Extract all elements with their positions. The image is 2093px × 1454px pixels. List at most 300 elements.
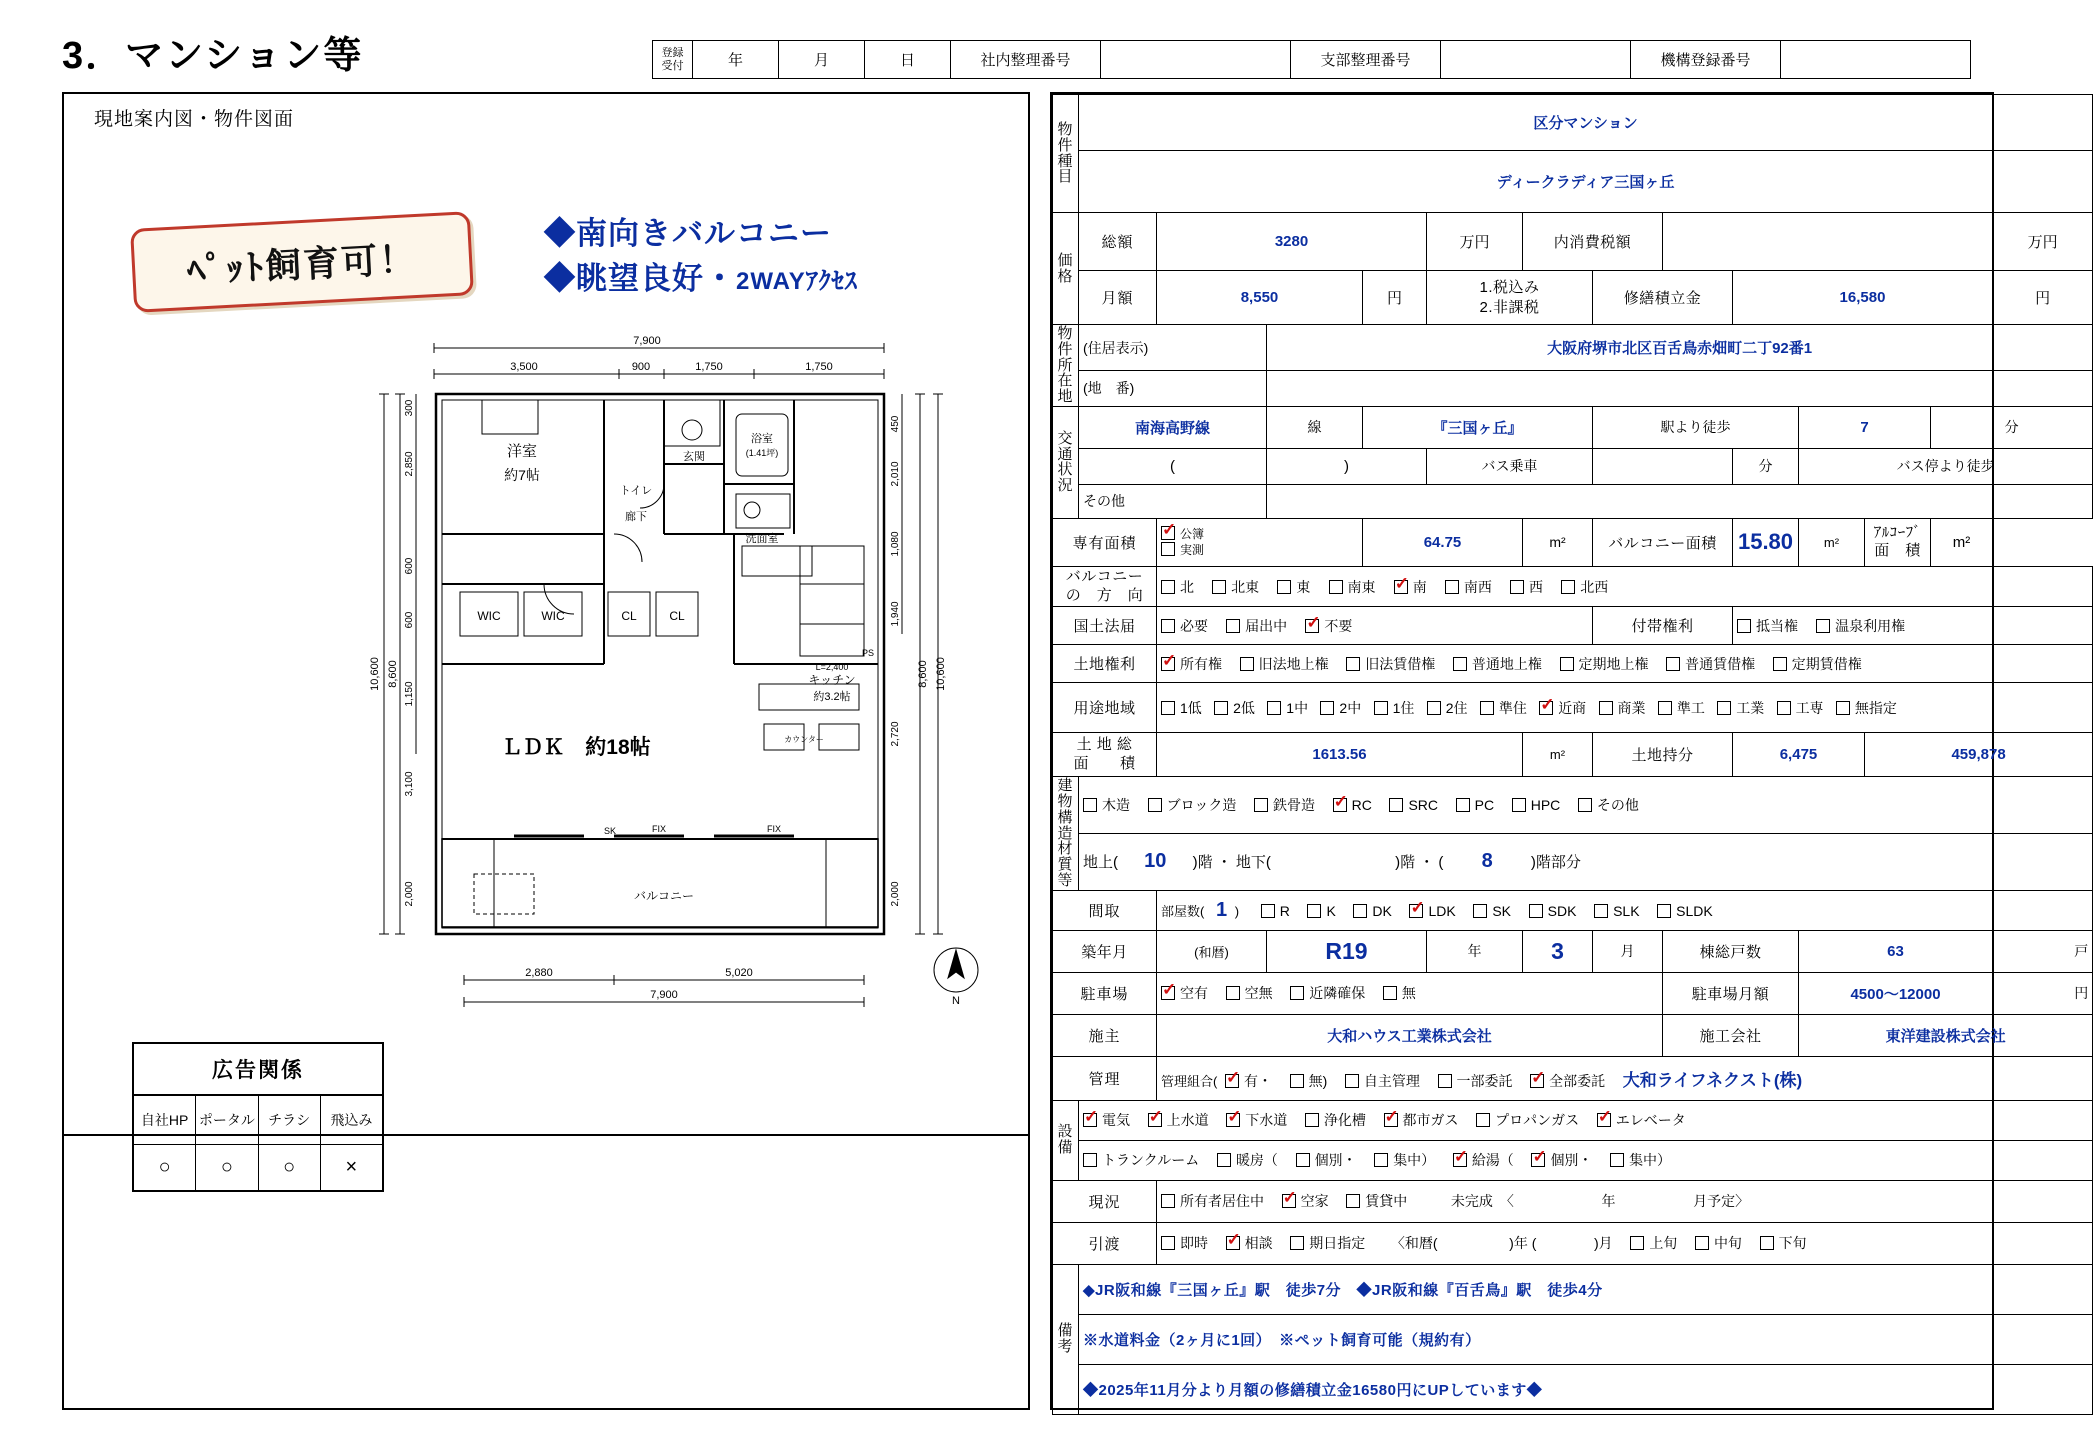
management-options[interactable] [1157, 1056, 2093, 1100]
layout-options[interactable] [1157, 890, 2093, 930]
parking-options[interactable] [1157, 972, 1663, 1014]
svg-text:SK: SK [603, 826, 617, 836]
svg-text:900: 900 [631, 361, 651, 373]
advertising-box [132, 1042, 384, 1192]
checkbox-layout-dk[interactable] [1353, 904, 1367, 918]
option-layout-k[interactable]: K [1307, 903, 1335, 919]
option-parking-full[interactable]: 空無 [1226, 983, 1273, 1003]
checkbox-dir-southwest[interactable] [1445, 580, 1459, 594]
option-use-kosen[interactable]: 工専 [1777, 698, 1824, 718]
ad-value-walkin[interactable]: × [321, 1144, 382, 1190]
checkbox-use-shogyo[interactable] [1599, 701, 1613, 715]
option-early-month[interactable]: 上旬 [1630, 1233, 1677, 1253]
option-fixed-leasehold[interactable]: 定期賃借権 [1773, 654, 1862, 674]
checkbox-trunk-room[interactable] [1083, 1153, 1097, 1167]
checkbox-rented[interactable] [1346, 1194, 1360, 1208]
checkbox-use-none[interactable] [1836, 701, 1850, 715]
checkbox-ownership[interactable] [1161, 657, 1175, 671]
option-heating[interactable]: 暖房（ [1217, 1150, 1278, 1170]
option-steel[interactable]: 鉄骨造 [1254, 795, 1315, 815]
checkbox-dir-northwest[interactable] [1561, 580, 1575, 594]
svg-text:FIX: FIX [766, 824, 782, 834]
label-layout: 間取 [1053, 890, 1157, 930]
status-year-label: 年 [1601, 1193, 1616, 1209]
total-price-unit: 万円 [1427, 213, 1523, 271]
svg-text:廊下: 廊下 [625, 511, 647, 523]
option-normal-leasehold[interactable]: 普通賃借権 [1666, 654, 1755, 674]
checkbox-fixed-leasehold[interactable] [1773, 657, 1787, 671]
svg-text:600: 600 [404, 557, 415, 575]
svg-text:ＬＤＫ 約18帖: ＬＤＫ 約18帖 [501, 736, 651, 759]
svg-text:10,600: 10,600 [935, 657, 947, 691]
org-no-label: 機構登録番号 [1631, 41, 1781, 79]
internal-tax-unit: 万円 [1993, 213, 2093, 271]
receipt-month[interactable]: 月 [779, 41, 865, 79]
label-handover: 引渡 [1053, 1222, 1157, 1264]
svg-text:8,600: 8,600 [917, 660, 929, 688]
option-dir-northeast[interactable]: 北東 [1212, 577, 1259, 597]
checkbox-old-lease[interactable] [1346, 657, 1360, 671]
option-hot-water-individual[interactable]: ✓ 個別・ [1531, 1150, 1592, 1170]
room-count-value: 1 [1215, 898, 1228, 921]
checkbox-self-managed[interactable] [1345, 1074, 1359, 1088]
option-union-no[interactable]: 無) [1290, 1071, 1328, 1091]
balcony-direction-options[interactable] [1157, 566, 2093, 607]
handover-year-label: )年 ( [1509, 1235, 1537, 1251]
checkbox-owner-occupied[interactable] [1161, 1194, 1175, 1208]
option-full-outsourced[interactable]: ✓ 全部委託 [1530, 1071, 1605, 1091]
checkbox-elevator[interactable] [1597, 1113, 1611, 1127]
label-builder: 施工会社 [1663, 1014, 1799, 1056]
railway-line: 南海高野線 [1079, 406, 1267, 448]
org-no-value[interactable] [1781, 41, 1971, 79]
option-handover-immediate[interactable]: 即時 [1161, 1233, 1208, 1253]
checkbox-full-outsourced[interactable] [1530, 1074, 1544, 1088]
option-heating-individual[interactable]: 個別・ [1296, 1150, 1357, 1170]
bus-paren-left: ( [1079, 448, 1267, 484]
left-panel-caption: 現地案内図・物件図面 [94, 109, 295, 130]
option-use-2ju[interactable]: 2住 [1427, 698, 1468, 718]
svg-text:洋室: 洋室 [506, 443, 538, 460]
ad-header-walkin: 飛込み [330, 1112, 373, 1128]
checkbox-use-1chu[interactable] [1267, 701, 1281, 715]
checkbox-layout-slk[interactable] [1594, 904, 1608, 918]
option-wooden[interactable]: 木造 [1083, 795, 1130, 815]
alcove-area-unit: m² [1952, 533, 1971, 551]
option-parking-nearby[interactable]: 近隣確保 [1290, 983, 1365, 1003]
svg-text:1,750: 1,750 [695, 361, 723, 373]
checkbox-parking-available[interactable] [1161, 986, 1175, 1000]
checkbox-use-kinsho[interactable] [1539, 701, 1553, 715]
option-dir-east[interactable]: 東 [1277, 577, 1310, 597]
svg-text:2,850: 2,850 [404, 451, 415, 477]
page-title: 3．マンション等 [62, 35, 364, 77]
checkbox-handover-fixed[interactable] [1290, 1236, 1304, 1250]
checkbox-dir-east[interactable] [1277, 580, 1291, 594]
checkbox-dir-southeast[interactable] [1329, 580, 1343, 594]
checkbox-handover-immediate[interactable] [1161, 1236, 1175, 1250]
checkbox-structure-other[interactable] [1578, 798, 1592, 812]
option-use-1chu[interactable]: 1中 [1267, 698, 1308, 718]
checkbox-layout-r[interactable] [1261, 904, 1275, 918]
label-remarks: 備 考 [1053, 1264, 1079, 1414]
option-layout-sdk[interactable]: SDK [1529, 903, 1577, 919]
option-city-gas[interactable]: ✓ 都市ガス [1384, 1110, 1459, 1130]
receipt-year[interactable]: 年 [693, 41, 779, 79]
remarks-line-2: ※水道料金（2ヶ月に1回） ※ペット飼育可能（規約有） [1079, 1314, 2093, 1364]
label-balcony-direction: バルコニー の 方 向 [1053, 566, 1157, 607]
svg-text:浴室: 浴室 [751, 433, 773, 445]
svg-text:1,150: 1,150 [404, 681, 415, 707]
option-hot-water-central[interactable]: 集中） [1610, 1150, 1671, 1170]
option-mid-month[interactable]: 中旬 [1695, 1233, 1742, 1253]
svg-text:(1.41坪): (1.41坪) [745, 448, 779, 458]
svg-text:カウンター: カウンター [784, 735, 824, 744]
option-hpc[interactable]: HPC [1512, 797, 1561, 813]
equipment-row-2[interactable] [1079, 1140, 2093, 1180]
checkbox-mortgage[interactable] [1737, 619, 1751, 633]
checkbox-use-2chu[interactable] [1320, 701, 1334, 715]
walk-minutes-unit: 分 [1931, 406, 2093, 448]
checkbox-onsen[interactable] [1816, 619, 1830, 633]
option-use-junko[interactable]: 準工 [1658, 698, 1705, 718]
ad-value-portal[interactable]: ○ [196, 1144, 258, 1190]
label-attached-rights: 付帯権利 [1593, 607, 1733, 645]
label-traffic: 交通状況 [1053, 406, 1079, 518]
land-total-area-value: 1613.56 [1157, 733, 1523, 777]
option-dir-west[interactable]: 西 [1510, 577, 1543, 597]
floors-below-suffix: )階 ・ ( [1395, 854, 1444, 872]
checkbox-propane-gas[interactable] [1476, 1113, 1490, 1127]
option-owner-occupied[interactable]: 所有者居住中 [1161, 1191, 1264, 1211]
label-balcony-area: バルコニー面積 [1593, 518, 1733, 566]
option-layout-r[interactable]: R [1261, 903, 1290, 919]
floor-plan-svg [364, 334, 1004, 1054]
option-fixed-superficies[interactable]: 定期地上権 [1560, 654, 1649, 674]
option-block[interactable]: ブロック造 [1148, 795, 1237, 815]
option-kokudo-notrequired[interactable]: ✓ 不要 [1305, 616, 1352, 636]
checkbox-use-kosen[interactable] [1777, 701, 1791, 715]
floors-above-value: 10 [1144, 850, 1167, 873]
svg-text:300: 300 [404, 399, 415, 417]
label-location: 物件所在地 [1053, 325, 1079, 407]
checkbox-old-superficies[interactable] [1240, 657, 1254, 671]
svg-text:N: N [952, 995, 960, 1007]
svg-text:洗面室: 洗面室 [745, 533, 779, 545]
label-developer: 施主 [1053, 1014, 1157, 1056]
option-pc[interactable]: PC [1456, 797, 1494, 813]
checkbox-heating[interactable] [1217, 1153, 1231, 1167]
builder-value: 東洋建設株式会社 [1799, 1014, 2093, 1056]
checkbox-dir-south[interactable] [1394, 580, 1408, 594]
option-src[interactable]: SRC [1389, 797, 1438, 813]
option-union-yes[interactable]: ✓ 有・ [1225, 1071, 1272, 1091]
option-use-shogyo[interactable]: 商業 [1599, 698, 1646, 718]
svg-text:約3.2帖: 約3.2帖 [813, 691, 851, 703]
floors-above-suffix: )階 ・ 地下( [1192, 854, 1271, 872]
checkbox-kokudo-filing[interactable] [1226, 619, 1240, 633]
option-rented[interactable]: 賃貸中 [1346, 1191, 1407, 1211]
checkbox-sewage[interactable] [1226, 1113, 1240, 1127]
checkbox-dir-west[interactable] [1510, 580, 1524, 594]
checkbox-use-kogyo[interactable] [1717, 701, 1731, 715]
monthly-fee-value: 8,550 [1157, 271, 1363, 325]
receipt-label: 登録 受付 [653, 41, 693, 79]
option-dir-southwest[interactable]: 南西 [1445, 577, 1492, 597]
checkbox-heating-individual[interactable] [1296, 1153, 1310, 1167]
option-dir-south[interactable]: ✓ 南 [1394, 577, 1427, 597]
option-ownership[interactable]: ✓ 所有権 [1161, 654, 1222, 674]
svg-text:2,010: 2,010 [890, 461, 901, 487]
repair-fund-value: 16,580 [1733, 271, 1993, 325]
option-layout-sk[interactable]: SK [1473, 903, 1511, 919]
checkbox-layout-sdk[interactable] [1529, 904, 1543, 918]
label-area-actual: 実測 [1180, 543, 1205, 558]
checkbox-rc[interactable] [1333, 798, 1347, 812]
handover-options[interactable] [1157, 1222, 2093, 1264]
option-self-managed[interactable]: 自主管理 [1345, 1071, 1420, 1091]
option-layout-ldk[interactable]: ✓ LDK [1409, 903, 1455, 919]
management-company: 大和ライフネクスト(株) [1622, 1070, 1803, 1090]
headline-line2-b: 2WAYｱｸｾｽ [736, 267, 858, 295]
address-value: 大阪府堺市北区百舌鳥赤畑町二丁92番1 [1267, 325, 2093, 371]
option-use-2chu[interactable]: 2中 [1320, 698, 1361, 718]
total-price-value: 3280 [1157, 213, 1427, 271]
label-floors-above: 地上( [1083, 854, 1118, 872]
option-use-kinsho[interactable]: ✓ 近商 [1539, 698, 1586, 718]
use-district-options[interactable] [1157, 683, 2093, 733]
option-structure-other[interactable]: その他 [1578, 795, 1639, 815]
option-heating-central[interactable]: 集中） [1374, 1150, 1435, 1170]
option-trunk-room[interactable]: トランクルーム [1083, 1150, 1199, 1170]
option-onsen[interactable]: 温泉利用権 [1816, 616, 1905, 636]
remarks-line-1: ◆JR阪和線『三国ヶ丘』駅 徒歩7分 ◆JR阪和線『百舌鳥』駅 徒歩4分 [1079, 1264, 2093, 1314]
svg-text:1,940: 1,940 [890, 601, 901, 627]
label-land-total-area: 土 地 総 面 積 [1053, 733, 1157, 777]
label-built-date: 築年月 [1053, 930, 1157, 972]
checkbox-wooden[interactable] [1083, 798, 1097, 812]
checkbox-normal-superficies[interactable] [1453, 657, 1467, 671]
option-use-kogyo[interactable]: 工業 [1717, 698, 1764, 718]
bus-paren-right: ) [1267, 448, 1427, 484]
internal-no-value[interactable] [1101, 41, 1291, 79]
built-month-unit: 月 [1593, 930, 1663, 972]
option-dir-southeast[interactable]: 南東 [1329, 577, 1376, 597]
attached-rights-options[interactable] [1733, 607, 2093, 645]
built-year-value: R19 [1267, 930, 1427, 972]
area-actual-option[interactable] [1161, 542, 1358, 558]
checkbox-hot-water-individual[interactable] [1531, 1153, 1545, 1167]
site-map-panel [62, 92, 1030, 1410]
lot-number-value [1267, 371, 2093, 407]
option-use-junju[interactable]: 準住 [1480, 698, 1527, 718]
kokudo-options[interactable] [1157, 607, 1593, 645]
option-use-none[interactable]: 無指定 [1836, 698, 1897, 718]
checkbox-hpc[interactable] [1512, 798, 1526, 812]
svg-text:1,080: 1,080 [890, 531, 901, 557]
option-late-month[interactable]: 下旬 [1760, 1233, 1807, 1253]
checkbox-src[interactable] [1389, 798, 1403, 812]
option-hot-water[interactable]: ✓ 給湯（ [1453, 1150, 1514, 1170]
svg-text:トイレ: トイレ [619, 485, 653, 497]
option-partial-outsourced[interactable]: 一部委託 [1438, 1071, 1513, 1091]
checkbox-city-gas[interactable] [1384, 1113, 1398, 1127]
checkbox-use-2tei[interactable] [1214, 701, 1228, 715]
option-water-supply[interactable]: ✓ 上水道 [1148, 1110, 1209, 1130]
checkbox-area-actual[interactable] [1161, 542, 1175, 556]
svg-text:PS: PS [861, 648, 875, 658]
walk-minutes-value: 7 [1799, 406, 1931, 448]
option-old-superficies[interactable]: 旧法地上権 [1240, 654, 1329, 674]
checkbox-use-1ju[interactable] [1374, 701, 1388, 715]
checkbox-layout-sldk[interactable] [1657, 904, 1671, 918]
status-month-label: 月予定〉 [1693, 1193, 1750, 1209]
svg-text:約7帖: 約7帖 [504, 467, 540, 483]
checkbox-kokudo-required[interactable] [1161, 619, 1175, 633]
ad-value-own-hp[interactable]: ○ [134, 1144, 196, 1190]
checkbox-electricity[interactable] [1083, 1113, 1097, 1127]
checkbox-fixed-superficies[interactable] [1560, 657, 1574, 671]
checkbox-use-2ju[interactable] [1427, 701, 1441, 715]
checkbox-layout-k[interactable] [1307, 904, 1321, 918]
checkbox-use-1tei[interactable] [1161, 701, 1175, 715]
advertising-title: 広告関係 [134, 1044, 382, 1096]
checkbox-septic-tank[interactable] [1305, 1113, 1319, 1127]
option-parking-none[interactable]: 無 [1383, 983, 1416, 1003]
line-suffix: 線 [1267, 406, 1363, 448]
option-propane-gas[interactable]: プロパンガス [1476, 1110, 1579, 1130]
checkbox-handover-consult[interactable] [1226, 1236, 1240, 1250]
internal-tax-value [1663, 213, 1993, 271]
option-electricity[interactable]: ✓電気 [1083, 1110, 1130, 1130]
ad-header-flyer: チラシ [259, 1096, 321, 1144]
checkbox-dir-northeast[interactable] [1212, 580, 1226, 594]
option-rc[interactable]: ✓ RC [1333, 797, 1372, 813]
checkbox-kokudo-notrequired[interactable] [1305, 619, 1319, 633]
option-elevator[interactable]: ✓ エレベータ [1597, 1110, 1686, 1130]
balcony-area-value: 15.80 [1733, 518, 1799, 566]
headline-line1: ◆南向きバルコニー [544, 216, 832, 251]
property-details-table [1052, 94, 2093, 1415]
svg-text:10,600: 10,600 [369, 657, 381, 691]
option-vacant[interactable]: ✓ 空家 [1282, 1191, 1329, 1211]
option-use-1tei[interactable]: 1低 [1161, 698, 1202, 718]
floor-on-suffix: )階部分 [1530, 854, 1581, 872]
exclusive-area-unit: m² [1523, 518, 1593, 566]
svg-text:CL: CL [621, 609, 637, 623]
label-land-share: 土地持分 [1593, 733, 1733, 777]
checkbox-vacant[interactable] [1282, 1194, 1296, 1208]
checkbox-normal-leasehold[interactable] [1666, 657, 1680, 671]
tax-note: 1.税込み 2.非課税 [1427, 271, 1593, 325]
option-handover-fixed[interactable]: 期日指定 [1290, 1233, 1365, 1253]
checkbox-layout-ldk[interactable] [1409, 904, 1423, 918]
checkbox-hot-water-central[interactable] [1610, 1153, 1624, 1167]
option-septic-tank[interactable]: 浄化槽 [1305, 1110, 1366, 1130]
option-layout-slk[interactable]: SLK [1594, 903, 1639, 919]
checkbox-use-junju[interactable] [1480, 701, 1494, 715]
checkbox-late-month[interactable] [1760, 1236, 1774, 1250]
option-normal-superficies[interactable]: 普通地上権 [1453, 654, 1542, 674]
checkbox-partial-outsourced[interactable] [1438, 1074, 1452, 1088]
structure-options[interactable] [1079, 777, 2093, 834]
station-name: 『三国ヶ丘』 [1363, 406, 1593, 448]
ad-header-portal: ポータル [196, 1096, 258, 1144]
label-bus-stop-walk: バス停より徒歩 [1799, 448, 2093, 484]
option-handover-consult[interactable]: ✓ 相談 [1226, 1233, 1273, 1253]
label-traffic-other: その他 [1079, 484, 1267, 518]
checkbox-parking-nearby[interactable] [1290, 986, 1304, 1000]
equipment-row-1[interactable] [1079, 1100, 2093, 1140]
receipt-day[interactable]: 日 [865, 41, 951, 79]
checkbox-area-public[interactable] [1161, 526, 1175, 540]
land-right-options[interactable] [1157, 645, 2093, 683]
label-use-district: 用途地域 [1053, 683, 1157, 733]
branch-no-value[interactable] [1441, 41, 1631, 79]
built-month-value: 3 [1523, 930, 1593, 972]
svg-text:3,500: 3,500 [510, 361, 538, 373]
label-era: (和暦) [1157, 930, 1267, 972]
internal-no-label: 社内整理番号 [951, 41, 1101, 79]
svg-text:玄関: 玄関 [683, 451, 705, 463]
label-lot-number: (地 番) [1079, 371, 1267, 407]
checkbox-block[interactable] [1148, 798, 1162, 812]
checkbox-water-supply[interactable] [1148, 1113, 1162, 1127]
svg-text:1,750: 1,750 [805, 361, 833, 373]
svg-text:3,100: 3,100 [404, 771, 415, 797]
checkbox-mid-month[interactable] [1695, 1236, 1709, 1250]
checkbox-heating-central[interactable] [1374, 1153, 1388, 1167]
option-use-2tei[interactable]: 2低 [1214, 698, 1255, 718]
checkbox-early-month[interactable] [1630, 1236, 1644, 1250]
checkbox-layout-sk[interactable] [1473, 904, 1487, 918]
built-year-unit: 年 [1427, 930, 1523, 972]
option-dir-north[interactable]: 北 [1161, 577, 1194, 597]
option-mortgage[interactable]: 抵当権 [1737, 616, 1798, 636]
checkbox-pc[interactable] [1456, 798, 1470, 812]
floor-plan-drawing [364, 334, 1004, 1054]
advertising-value-row [134, 1144, 382, 1190]
option-parking-available[interactable]: ✓ 空有 [1161, 983, 1208, 1003]
checkbox-parking-full[interactable] [1226, 986, 1240, 1000]
option-dir-northwest[interactable]: 北西 [1561, 577, 1608, 597]
option-sewage[interactable]: ✓ 下水道 [1226, 1110, 1287, 1130]
option-use-1ju[interactable]: 1住 [1374, 698, 1415, 718]
ad-value-flyer[interactable]: ○ [259, 1144, 321, 1190]
pet-allowed-badge [130, 211, 474, 313]
svg-text:バルコニー: バルコニー [633, 889, 695, 903]
advertising-header-row [134, 1096, 382, 1144]
checkbox-hot-water[interactable] [1453, 1153, 1467, 1167]
checkbox-parking-none[interactable] [1383, 986, 1397, 1000]
option-old-lease[interactable]: 旧法賃借権 [1346, 654, 1435, 674]
option-kokudo-required[interactable]: 必要 [1161, 616, 1208, 636]
checkbox-steel[interactable] [1254, 798, 1268, 812]
option-layout-dk[interactable]: DK [1353, 903, 1391, 919]
checkbox-dir-north[interactable] [1161, 580, 1175, 594]
checkbox-union-yes[interactable] [1225, 1074, 1239, 1088]
option-kokudo-filing[interactable]: 届出中 [1226, 616, 1287, 636]
label-land-right: 土地権利 [1053, 645, 1157, 683]
svg-text:FIX: FIX [651, 824, 667, 834]
label-union: 管理組合( [1161, 1073, 1218, 1089]
current-status-options[interactable] [1157, 1180, 2093, 1222]
checkbox-use-junko[interactable] [1658, 701, 1672, 715]
label-price: 価格 [1053, 213, 1079, 325]
option-layout-sldk[interactable]: SLDK [1657, 903, 1713, 919]
area-public-option[interactable] [1161, 526, 1358, 542]
checkbox-union-no[interactable] [1290, 1074, 1304, 1088]
